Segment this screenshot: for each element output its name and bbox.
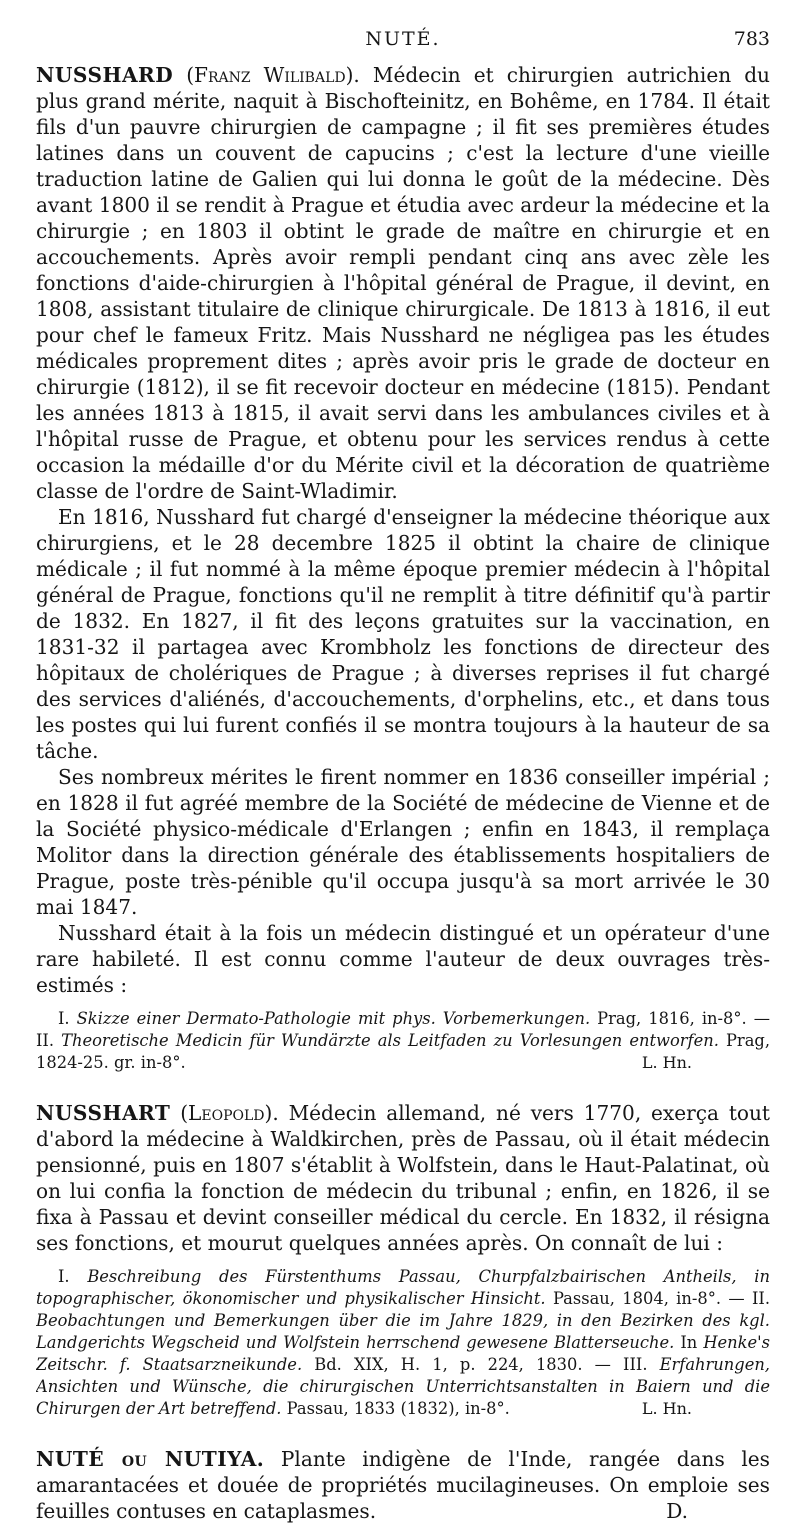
biblio-title: Beobachtungen und Bemerkungen über die im Jahre 1829, in den Bezirken des kgl. Landgerichts Wegscheid und Wolfstein herrschend gewesene Blatterseuche. [36, 1311, 770, 1352]
biblio-title: Theoretische Medicin für Wundärzte als Leitfaden zu Vorlesungen entworfen. [61, 1031, 719, 1050]
biblio-title: Beschreibung des Fürstenthums Passau, Churpfalzbairischen Antheils, in topographischer, ökonomischer und physikalischer Hinsicht. [36, 1267, 770, 1308]
biblio-imprint: Prag, 1816, in-8°. — II. [36, 1009, 770, 1050]
bibliography [36, 1266, 770, 1420]
biblio-numeral: I. [58, 1009, 70, 1028]
entry-nusshard [36, 62, 770, 1074]
entry-paragraph: Nusshard était à la fois un médecin distingué et un opérateur d'une rare habileté. Il est connu comme l'auteur de deux ouvrages très-estimés : [36, 921, 770, 997]
biblio-title: Erfahrungen, Ansichten und Wünsche, die chirurgischen Unterrichtsanstalten in Baiern und die Chirurgen der Art betreffend. [36, 1355, 770, 1418]
page-number: 783 [733, 28, 770, 50]
author-signature: L. Hn. [641, 1399, 692, 1418]
biblio-title: Skizze einer Dermato-Pathologie mit phys. Vorbemerkungen. [76, 1009, 591, 1028]
biblio-details: Bd. XIX, H. 1, p. 224, 1830. — III. [314, 1355, 648, 1374]
entry-headword: NUSSHART [36, 1101, 171, 1125]
biblio-imprint: Prag, 1824-25. gr. in-8°. [36, 1031, 770, 1072]
entry-text: Médecin allemand, né vers 1770, exerça tout d'abord la médecine à Waldkirchen, près de Passau, où il était médecin pensionné, puis en 1807 s'établit à Wolfstein, dans le Haut-Palatinat, où on lui confia la fonction de médecin du tribunal ; enfin, en 1826, il se fixa à Passau et devint conseiller médical du cercle. En 1832, il résigna ses fonctions, et mourut quelques années après. On connaît de lui : [36, 1101, 771, 1255]
entry-paragraph [36, 62, 770, 504]
entry-forename: (Franz Wilibald). [186, 63, 360, 87]
entry-paragraph: En 1816, Nusshard fut chargé d'enseigner la médecine théorique aux chirurgiens, et le 28 decembre 1825 il obtint la chaire de clinique médicale ; il fut nommé à la même époque premier médecin à l'hôpital général de Prague, fonctions qu'il ne remplit à titre définitif qu'à partir de 1832. En 1827, il fit des leçons gratuites sur la vaccination, en 1831-32 il partagea avec Krombholz les fonctions de directeur des hôpitaux de cholériques de Prague ; à diverses reprises il fut chargé des services d'aliénés, d'accouchements, d'orphelins, etc., et dans tous les postes qui lui furent confiés il se montra toujours à la hauteur de sa tâche. [36, 505, 770, 763]
entry-nusshart [36, 1100, 770, 1420]
running-head [36, 28, 770, 62]
author-signature: L. Hn. [641, 1053, 692, 1072]
biblio-journal: Henke's Zeitschr. f. Staatsarzneikunde. [36, 1333, 770, 1374]
bibliography-block [36, 998, 770, 1074]
entry-paragraph [36, 1446, 770, 1524]
author-signature: D. [666, 1499, 688, 1523]
biblio-imprint: Passau, 1804, in-8°. — II. [552, 1289, 770, 1308]
entry-nute [36, 1446, 770, 1524]
entry-text: Plante indigène de l'Inde, rangée dans les amarantacées et douée de propriétés mucilagineuses. On emploie ses feuilles contuses en cataplasmes. [36, 1447, 770, 1523]
entry-text: Médecin et chirurgien autrichien du plus grand mérite, naquit à Bischofteinitz, en Bohême, en 1784. Il était fils d'un pauvre chirurgien de campagne ; il fit ses premières études latines dans un couvent de capucins ; c'est la lecture d'une vieille traduction latine de Galien qui lui donna le goût de la médecine. Dès avant 1800 il se rendit à Prague et étudia avec ardeur la médecine et la chirurgie ; en 1803 il obtint le grade de maître en chirurgie et en accouchements. Après avoir rempli pendant cinq ans avec zèle les fonctions d'aide-chirurgien à l'hôpital général de Prague, il devint, en 1808, assistant titulaire de clinique chirurgicale. De 1813 à 1816, il eut pour chef le fameux Fritz. Mais Nusshard ne négligea pas les études médicales proprement dites ; après avoir pris le grade de docteur en chirurgie (1812), il se fit recevoir docteur en médecine (1815). Pendant les années 1813 à 1815, il avait servi dans les ambulances civiles et à l'hôpital russe de Prague, et obtenu pour les services rendus à cette occasion la médaille d'or du Mérite civil et la décoration de quatrième classe de l'ordre de Saint-Wladimir. [36, 63, 771, 503]
bibliography-block [36, 1256, 770, 1420]
bibliography [36, 1008, 770, 1074]
biblio-imprint: In [680, 1333, 698, 1352]
entry-forename: (Leopold). [180, 1101, 279, 1125]
entry-paragraph [36, 1100, 770, 1256]
entry-headword: NUSSHARD [36, 63, 174, 87]
biblio-numeral: I. [58, 1267, 70, 1286]
biblio-imprint: Passau, 1833 (1832), in-8°. [286, 1399, 510, 1418]
running-title: NUTÉ. [365, 28, 441, 50]
entry-headword: NUTÉ ou NUTIYA. [36, 1447, 265, 1471]
entry-paragraph: Ses nombreux mérites le firent nommer en 1836 conseiller impérial ; en 1828 il fut agréé membre de la Société de médecine de Vienne et de la Société physico-médicale d'Erlangen ; enfin en 1843, il remplaça Molitor dans la direction générale des établissements hospitaliers de Prague, poste très-pénible qu'il occupa jusqu'à sa mort arrivée le 30 mai 1847. [36, 765, 770, 919]
